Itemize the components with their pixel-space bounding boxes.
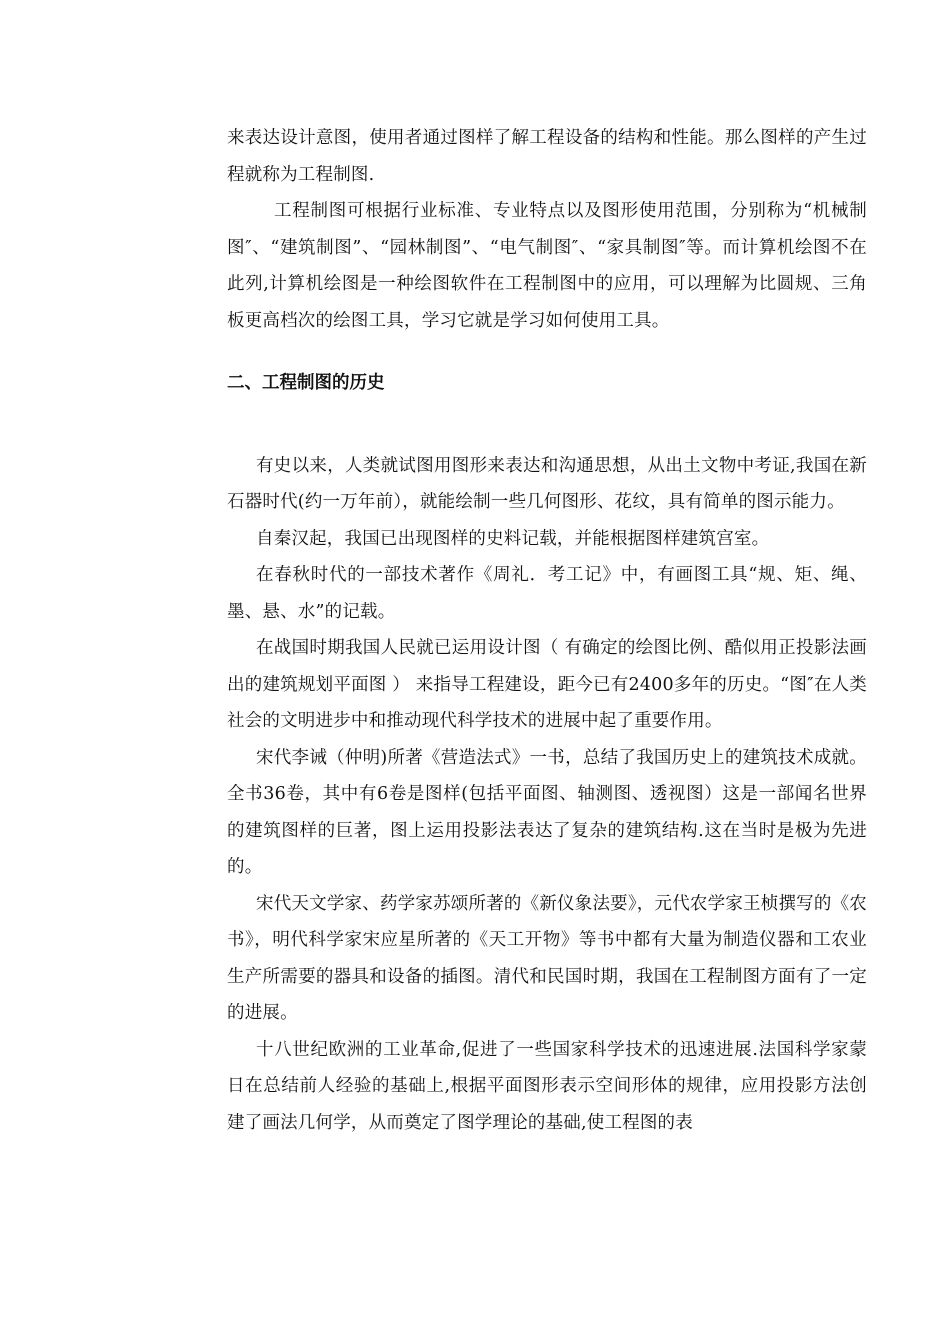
paragraph-spring-autumn: 在春秋时代的一部技术著作《周礼．考工记》中，有画图工具“规、矩、绳、墨、悬、水”的记载。 (227, 565, 867, 622)
paragraph-design-intent: 来表达设计意图，使用者通过图样了解工程设备的结构和性能。那么图样的产生过程就称为工程制图. (227, 128, 867, 185)
paragraph-qin-han: 自秦汉起，我国已出现图样的史料记载，并能根据图样建筑宫室。 (256, 528, 770, 549)
paragraph-song-li-jie: 宋代李诫（仲明)所著《营造法式》一书，总结了我国历史上的建筑技术成就。全书36卷，其中有6卷是图样(包括平面图、轴测图、透视图）这是一部闻名世界的建筑图样的巨著，图上运用投影法表达了复杂的建筑结构.这在当时是极为先进的。 (227, 747, 867, 877)
paragraph-warring-states: 在战国时期我国人民就已运用设计图（ 有确定的绘图比例、酷似用正投影法画出的建筑规划平面图 ） 来指导工程建设，距今已有2400多年的历史。“图″在人类社会的文明进步中和推动现代科学技术的进展中起了重要作用。 (227, 638, 867, 731)
document-body (227, 120, 867, 1141)
paragraph-drawing-categories: 工程制图可根据行业标准、专业特点以及图形使用范围，分别称为“机械制图″、“建筑制图”、“园林制图”、“电气制图″、“家具制图″等。而计算机绘图不在此列,计算机绘图是一种绘图软件在工程制图中的应用，可以理解为比圆规、三角板更高档次的绘图工具，学习它就是学习如何使用工具。 (227, 201, 867, 331)
paragraph-neolithic: 有史以来，人类就试图用图形来表达和沟通思想，从出土文物中考证,我国在新石器时代(约一万年前），就能绘制一些几何图形、花纹，具有简单的图示能力。 (227, 455, 867, 512)
paragraph-industrial-revolution: 十八世纪欧洲的工业革命,促进了一些国家科学技术的迅速进展.法国科学家蒙日在总结前人经验的基础上,根据平面图形表示空间形体的规律，应用投影方法创建了画法几何学，从而奠定了图学理论的基础,使工程图的表 (227, 1039, 867, 1133)
paragraph-song-yuan-ming: 宋代天文学家、药学家苏颂所著的《新仪象法要》，元代农学家王桢撰写的《农书》，明代科学家宋应星所著的《天工开物》等书中都有大量为制造仪器和工农业生产所需要的器具和设备的插图。清代和民国时期，我国在工程制图方面有了一定的进展。 (227, 893, 867, 1023)
section-heading-history: 二、工程制图的历史 (227, 373, 385, 393)
